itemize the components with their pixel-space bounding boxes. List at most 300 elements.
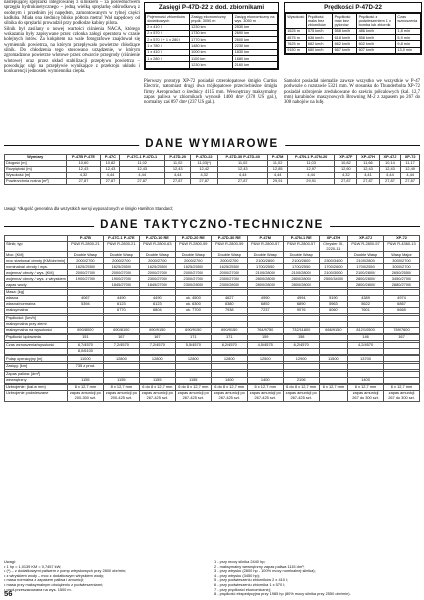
table-cell: 27,87	[357, 179, 379, 185]
table-row	[5, 179, 420, 185]
table-cell: Powierzchnia nośna [m²]	[5, 179, 67, 185]
notes-left	[4, 560, 204, 592]
table-cell: 2000/2700/	[139, 270, 175, 276]
table-cell: 12,49	[401, 167, 420, 173]
table-cell: 2 x 410 l	[146, 24, 190, 30]
table-cell: 1100 km	[189, 56, 232, 62]
table-cell: Double Wasp	[67, 252, 103, 258]
section-title: DANE TAKTYCZNO-TECHNICZNE	[94, 219, 330, 231]
tech-section-heading	[4, 220, 420, 232]
table-cell: 690/8100	[103, 327, 139, 333]
article-paragraph: nastepującej sprężarki integrowanej z silnikiem – za pośrednictwem sprzęgła hydrokinetycznego – jedną wielką sprężarkę odśrodkową z osobnym i przednim jej napędem, zamontowanym w tylnej części kadłuba. Miała ona średnicę blisko półtora metra! Wał napędowy od silnika do sprężarki prowadził przy podłodze kabiny pilota.	[4, 0, 140, 27]
table-cell: zapas amunicji 267 do 300 szt.	[348, 391, 384, 401]
table-cell: 6 x 12,7 mm	[384, 385, 420, 391]
table-cell: 9150 m	[286, 47, 307, 53]
table-cell: 6,2/4570	[283, 342, 319, 348]
table-cell: 2 x 570 l + 1 x 280 l	[146, 37, 190, 43]
table-cell: 12800	[175, 356, 211, 362]
table-cell: 1625/2550/	[103, 264, 139, 270]
table-header-cell: P-47M	[247, 236, 283, 242]
table-cell: 2880/2700/	[384, 282, 420, 288]
table-header-cell: P-47B P-47E	[66, 155, 101, 161]
table-header-cell: XP-47J	[348, 236, 384, 242]
table-cell: 4,44	[164, 173, 191, 179]
table-cell: 2300/2700/	[139, 276, 175, 282]
table-cell: 1700/2550	[283, 264, 319, 270]
table-cell: 2106	[283, 377, 319, 383]
table-cell: Double Wasp	[211, 252, 247, 258]
table-cell: Double Wasp	[348, 252, 384, 258]
table-cell: 1525 m	[286, 28, 307, 34]
table-cell: 13,0 min	[396, 47, 421, 53]
table-cell: 662 km/h	[333, 41, 357, 47]
table-cell: 167	[103, 335, 139, 341]
table-cell: 6060	[319, 308, 347, 314]
table-cell: 6 x 12,7 mm	[247, 385, 283, 391]
table-cell: Double Wasp	[175, 252, 211, 258]
table-cell: 2100/3000	[319, 270, 347, 276]
table-cell: 764/9750	[247, 327, 283, 333]
table-cell: 690/9150	[175, 327, 211, 333]
table-header-cell: P-47N-1 RE	[283, 236, 319, 242]
table-cell: 2000/2700/	[103, 270, 139, 276]
table-cell: 5963	[319, 302, 347, 308]
table-cell: 12800	[211, 356, 247, 362]
table-cell: 7938	[211, 308, 247, 314]
table-cell: 1155	[103, 377, 139, 383]
table-cell: 10,60	[66, 161, 101, 167]
table-cell: 2500/3400/	[319, 276, 347, 282]
dimensions-section-heading	[4, 139, 420, 151]
table-cell: 27,87	[101, 179, 120, 185]
table-header-cell: Wymiary	[5, 155, 67, 161]
table-cell: 2690 km	[233, 30, 278, 36]
table-cell: własna	[5, 296, 68, 302]
table-cell: 6 x 12,7 mm	[319, 385, 347, 391]
table-cell: 2300/2800/	[211, 282, 247, 288]
table-cell: P&W R-2800-21	[103, 242, 139, 252]
article-paragraph: Samolot posiadał niemalże zawsze wszystko we wszystkie w P-47 podwozie o rozstawie 5321 mm. W stosunku do Thunderbolta XP-72 posiadał uzbrojenie zredukowane do sześciu półcalowych (kal. 12,7 mm) karabinów maszynowych Browning M-2 z zapasem po 267 do 300 nabojów na lufę.	[284, 79, 420, 106]
table-cell: wojenna/ obroty / wys. [KM]	[5, 270, 68, 276]
table-cell: 171	[211, 335, 247, 341]
note-line: • z wtryskiem wody – moc z dodatkowym wtryskiem wody;	[4, 572, 105, 578]
table-header-cell: Pojemność zbiorników dodatkowych	[146, 14, 190, 25]
table-cell: 2000/2700	[211, 258, 247, 264]
table-cell: 2000/2700	[175, 258, 211, 264]
table-cell: 2800/2800/	[247, 282, 283, 288]
table-cell: 27,87	[164, 179, 191, 185]
table-cell: 2300/2700/	[175, 276, 211, 282]
table-cell	[146, 62, 190, 68]
table-cell: 682 km/h	[306, 41, 333, 47]
table-cell: P&W R-2800-57	[283, 242, 319, 252]
table-cell: 6,7/4570	[67, 342, 103, 348]
table-cell: 6890	[283, 302, 319, 308]
table-cell: zapas amunicji po 267-425 szt.	[283, 391, 319, 401]
table-cell: 3000/2700	[384, 258, 420, 264]
table-cell: 11,03	[287, 161, 335, 167]
table-cell: 8 x 12,7 mm	[103, 385, 139, 391]
table-cell: maksymalna	[5, 308, 68, 314]
table-cell: 12,43	[120, 167, 165, 173]
table-cell: 6123	[103, 302, 139, 308]
table-cell: 1900/2700/	[103, 276, 139, 282]
table-cell: Double Wasp	[139, 252, 175, 258]
table-cell: 602 km/h	[357, 41, 396, 47]
table-cell: 27,87	[191, 179, 218, 185]
table-cell: 6665	[384, 308, 420, 314]
table-header-cell: XP-47H	[319, 236, 347, 242]
table-cell: 1230 km	[189, 24, 232, 30]
table-cell: Double Wasp	[283, 252, 319, 258]
article-column-right	[284, 79, 420, 106]
table-header-cell: Zasięg ekonomiczny prędk. 3050 m	[189, 14, 232, 25]
table-header-cell: Zasięg ekonomiczny na wys. 3050 m	[233, 14, 278, 25]
table-cell: 575 km/h	[306, 28, 333, 34]
table-cell: 7,2/4570	[139, 342, 175, 348]
table-cell: P&W R-2800-57	[348, 242, 384, 252]
table-cell: 7625 m	[286, 41, 307, 47]
table-cell: 11500	[319, 356, 347, 362]
section-title: DANE WYMIAROWE	[139, 138, 285, 150]
table-cell: 6892	[247, 302, 283, 308]
article-paragraph: Pierwszy prototyp XP-72 posiadał czterołopatowe śmigło Curtiss Electric, natomiast drugi dwa trójłopatowe przeciwbieżne śmigła firmy Aeroproduct o średnicy 4115 mm. Wewnętrzny maksymalny zapas paliwa w zbiornikach wynosił 1400 dm³ (370 US gal.), normalny zaś 897 dm³ (237 US gal.).	[144, 79, 277, 106]
table-cell: Prędkości: [km/h]	[5, 315, 68, 321]
table-cell: Double Wasp	[103, 252, 139, 258]
article-column-middle	[144, 79, 277, 106]
article-column-left	[4, 0, 140, 75]
table-header-cell: P-47D-10 RE	[139, 236, 175, 242]
table-cell: 6 do 8 x 12,7 mm	[211, 385, 247, 391]
table-cell: 12,85	[268, 167, 288, 173]
table-cell: 6867	[384, 302, 420, 308]
table-cell: 4067	[67, 296, 103, 302]
table-cell: 11,02	[217, 161, 267, 167]
table-cell: P&W R-4360-13	[384, 242, 420, 252]
table-cell: zapas amunicji po 267-425 szt.	[139, 391, 175, 401]
table-cell: 1480 km	[189, 43, 232, 49]
table-cell: 618 km/h	[333, 35, 357, 41]
table-cell: 1625/2550/	[139, 264, 175, 270]
table-cell: 27,87	[120, 179, 165, 185]
table-cell: 2800/2800/	[283, 282, 319, 288]
note-line: 4 - przy wtrysku (3450 hp);	[214, 572, 261, 578]
table-header-cell: P-47D-30 P-47D-40	[217, 155, 267, 161]
table-cell: 1 x 410 l	[146, 49, 190, 55]
table-cell: 1900/2700/	[67, 276, 103, 282]
note-line: 8 - prędkość ekspedycyjna przy 1985 hp (80% mocy silnika przy 2550 obr/min).	[214, 591, 351, 597]
table-cell: 8 x 12,7 mm	[67, 385, 103, 391]
table-header-cell: XP-47H	[357, 155, 379, 161]
table-cell: 2100/2800/	[348, 270, 384, 276]
table-cell: 1230 km	[189, 62, 232, 68]
table-cell: 1845/2700/	[103, 282, 139, 288]
table-row	[5, 242, 420, 252]
table-cell: 2100/2800	[247, 258, 283, 264]
table-cell: Rozpiętość [m]	[5, 167, 67, 173]
table-cell: 2000/2700/	[175, 270, 211, 276]
table-cell: 27,87	[335, 179, 357, 185]
table-cell: Uzbrojenie: (kal.w mm)	[5, 385, 68, 391]
table-cell: 12,43	[217, 167, 267, 173]
note-line: • masa normalna z zapasem paliwa i amunicji;	[4, 577, 84, 583]
table-cell: zapas wody	[5, 282, 68, 288]
table-cell: 12800	[103, 356, 139, 362]
tech-table	[4, 235, 420, 402]
table-cell: 732/11800	[283, 327, 319, 333]
table-cell: 7237	[247, 308, 283, 314]
table-cell: 2530 km	[233, 24, 278, 30]
table-header-cell: P-47D-20 RE	[175, 236, 211, 242]
table-cell: 3450/2700/	[384, 276, 420, 282]
page-number: 56	[4, 589, 13, 598]
table-cell: Moc: [KM]	[5, 252, 68, 258]
table-cell: 167	[139, 335, 175, 341]
notes-right	[214, 560, 420, 597]
table-header-cell: P-47C-1 P-47E	[103, 236, 139, 242]
table-header-cell: P-47M	[268, 155, 288, 161]
table-cell: ok. 7700	[175, 308, 211, 314]
table-cell: 486 km/h	[357, 28, 396, 34]
table-cell: 1155	[175, 377, 211, 383]
table-cell: 690/9150	[211, 327, 247, 333]
table-header-cell: XP-72	[401, 155, 420, 161]
table-cell: 4575 m	[286, 35, 307, 41]
table-cell: 6 do 8 x 12,7 mm	[139, 385, 175, 391]
table-cell: zapas amunicji po 267-425 szt.	[175, 391, 211, 401]
table-cell: 5394	[67, 302, 103, 308]
table-header-cell: Czas wznoszenia	[396, 14, 421, 29]
table-cell: 2230 km	[233, 43, 278, 49]
table-cell: zapas amunicji po 200-300 szt.	[67, 391, 103, 401]
table-cell: 4490	[139, 296, 175, 302]
table-cell: 1770 km	[189, 37, 232, 43]
ranges-table-box	[144, 2, 279, 70]
table-cell: zapas amunicji po 267-425 szt.	[247, 391, 283, 401]
table-cell: 735 z prod.	[67, 363, 103, 369]
table-cell: 12900	[283, 356, 319, 362]
table-cell: 1700/2550	[247, 264, 283, 270]
table-cell: maksymalna przy ziemi	[5, 321, 68, 327]
table-cell: 4,44	[217, 173, 267, 179]
table-cell: Silnik; typ	[5, 242, 68, 252]
table-cell: własna/normalna	[5, 302, 68, 308]
table-cell: 11,02	[164, 161, 191, 167]
table-cell: 2800/2800/	[348, 276, 384, 282]
table-cell: 12,43	[101, 167, 120, 173]
table-cell: 5622	[348, 302, 384, 308]
table-cell: 7601	[348, 308, 384, 314]
table-cell: 6 do 8 x 12,7 mm	[175, 385, 211, 391]
table-cell: 4627	[211, 296, 247, 302]
table-cell: P&W R-2800-59	[175, 242, 211, 252]
table-cell: 4994	[283, 296, 319, 302]
table-cell: 2600 km	[233, 37, 278, 43]
table-cell: 11,02	[268, 161, 288, 167]
table-cell: 12,60	[335, 167, 357, 173]
table-cell: 2800/2800/	[348, 282, 384, 288]
table-cell: 4,32	[66, 173, 101, 179]
table-cell: 812/10500	[348, 327, 384, 333]
table-cell: moc startowa/ obroty [KM/obr/min]	[5, 258, 68, 264]
note-line: 6 - przy podwieszeniu zbiornika 1 x 570 l;	[214, 581, 286, 587]
table-header-cell: P-47B	[67, 236, 103, 242]
table-cell: 4,2/4570	[348, 342, 384, 348]
table-cell: P&W R-2800-57	[247, 242, 283, 252]
table-cell: 4,5/4575	[247, 342, 283, 348]
table-header-cell: Prędkość z podwieszeniem 1 x bomba lub zbiornik	[357, 14, 396, 29]
table-cell: 2300/2800/	[175, 282, 211, 288]
table-cell: 29,91	[268, 179, 288, 185]
table-cell: nominalna/ obroty / wys.	[5, 264, 68, 270]
note-line: 3 - przy wtrysku (2800 hp - 100% mocy nominalnej silnika);	[214, 568, 316, 574]
article-paragraph: Silnik był zasilany o nowej wartości ciśnienia NACA, którego wskazania były zapisywane przez członka załogi operatora w czasie kolejnych lotów. Za kokpitem na wale fotografowe znajdował się wymiennik powietrza, na którym przepływało powietrze chłodzące silnik. Do chłodzenia tego stosowano urządzenie, w którym zgromadzono powietrze wlotowe przez otwarcie przegrody (ciśnienie wlotowe) oraz przez układ stabilizacji przepływu powietrza – powodując ulgi na przepływie wynikające z przekroju układu i konkurencji jednostek wymiennika ciepła.	[4, 26, 140, 75]
table-cell: 4,44	[287, 173, 335, 179]
table-header-cell: XP-47F	[335, 155, 357, 161]
table-cell: 10,82	[335, 161, 357, 167]
table-cell: 558 km/h	[333, 28, 357, 34]
table-cell: 11,66	[357, 161, 379, 167]
table-cell: Masa: [kg]	[5, 290, 68, 296]
table-cell: 11,17	[401, 161, 420, 167]
note-line: 7 - przy prędkości ekonomicznej;	[214, 586, 271, 592]
table-cell: 2000/2700/	[211, 270, 247, 276]
table-cell: 680 km/h	[306, 47, 333, 53]
table-cell: ok. 4500	[175, 296, 211, 302]
table-cell: wewnętrzny	[5, 377, 68, 383]
speeds-table-box	[284, 2, 422, 55]
table-header-cell: P-47D-30 RE	[211, 236, 247, 242]
table-cell: Uzbrojenie podwieszane	[5, 391, 68, 401]
table-cell: 10,14	[379, 161, 401, 167]
table-cell: 146	[348, 335, 384, 341]
table-cell: 4,44	[268, 173, 288, 179]
note-line: • masa przy maksymalnym obciążeniu z podwieszeniami;	[4, 581, 103, 587]
table-header-cell: Prędkość maks bez zbiorników	[306, 14, 333, 29]
dimensions-footnote: Uwagi: *długość generalna dla wszystkich wersji wyposażonych w śmigło Hamilton Standard;	[4, 206, 173, 211]
table-cell: Double Wasp	[247, 252, 283, 258]
table-cell: 1 x 280 l	[146, 56, 190, 62]
ranges-table-title: Zasięgi P-47D-22 z dod. zbiornikami	[145, 3, 278, 13]
table-cell: 2800/2800/	[283, 276, 319, 282]
table-cell: 4974	[384, 296, 420, 302]
note-line: • pręd.przeszacowana na wys. 1500 m.	[4, 586, 72, 592]
speeds-table-title: Prędkości P-47D-22	[285, 3, 421, 13]
table-cell: Chrysler XI-2220-11	[319, 242, 347, 252]
note-line: • (*) – z dodatkowymi paliwem z pomp wtryskowych przy 2800 obr/min;	[4, 568, 127, 574]
table-cell: 2100/2800	[283, 258, 319, 264]
table-cell: 1700/2600	[319, 264, 347, 270]
table-cell: 4389	[348, 296, 384, 302]
table-cell: wojenna/ obroty / wys. z wtryskiem	[6, 275, 66, 281]
table-cell: 1625/2550/	[175, 264, 211, 270]
table-cell: 2100/2800/	[283, 270, 319, 276]
table-cell: 13700	[348, 356, 384, 362]
table-cell: 27,87	[379, 179, 401, 185]
table-header-cell: Prędkość max bez pylonów	[333, 14, 357, 29]
table-cell: 2100/2800	[348, 258, 384, 264]
table-cell: 1845/2700/	[139, 282, 175, 288]
table-cell: ok. 6300	[175, 302, 211, 308]
table-cell: 3000/2700	[384, 264, 420, 270]
table-cell: 4,32	[191, 173, 218, 179]
table-cell: 1625/2550/	[67, 264, 103, 270]
table-cell: zapas amunicji po 267-425 szt.	[211, 391, 247, 401]
table-cell: 6,2/4570	[211, 342, 247, 348]
table-cell: 29,91	[287, 179, 335, 185]
table-cell: 636 km/h	[306, 35, 333, 41]
table-header-cell: Wysokość	[286, 14, 307, 29]
table-cell: 2000/2700	[67, 258, 103, 264]
table-cell: P&W R-2800-59	[211, 242, 247, 252]
table-cell: 1680 km	[233, 56, 278, 62]
table-cell: 690/9150	[139, 327, 175, 333]
table-row	[5, 391, 420, 401]
table-cell: 607 km/h	[357, 47, 396, 53]
table-cell: 2000/2700	[139, 258, 175, 264]
table-cell: 27,87	[401, 179, 420, 185]
table-cell: 1700/2550	[348, 264, 384, 270]
table-cell: 2100/2800/	[247, 270, 283, 276]
ranges-table	[145, 13, 278, 69]
table-cell: 4990	[247, 296, 283, 302]
table-cell: 1400	[348, 377, 384, 383]
table-cell: 6380	[211, 302, 247, 308]
table-cell: Długość [m]	[5, 161, 67, 167]
table-cell: 1400	[247, 377, 283, 383]
table-header-row	[146, 14, 278, 25]
table-header-cell: XP-47J	[379, 155, 401, 161]
table-cell: 12500	[247, 356, 283, 362]
table-cell	[319, 391, 347, 401]
table-cell: 9076	[283, 308, 319, 314]
table-cell: 2 x 570 l	[146, 30, 190, 36]
table-cell: 2300/3400	[319, 258, 347, 264]
table-cell: 1 x 780 l	[146, 43, 190, 49]
table-cell: 12,43	[357, 167, 379, 173]
table-cell: 1730 km	[189, 30, 232, 36]
table-cell: 4,44	[101, 173, 120, 179]
table-cell: 1155	[139, 377, 175, 383]
note-line: 2 - maksymalny wewnętrzny zapas paliwa 1115 dm³;	[214, 563, 305, 569]
table-cell: 12,43	[66, 167, 101, 173]
table-cell: 667 km/h	[333, 47, 357, 53]
table-cell: 558 km/h	[357, 35, 396, 41]
table-cell: Zapas paliwa: [dm³]	[5, 371, 68, 377]
table-cell: 1,8 min	[396, 28, 421, 34]
table-cell: 4,32	[335, 173, 357, 179]
table-cell: 2000/2700	[103, 258, 139, 264]
note-line: Uwagi:	[4, 559, 16, 564]
table-cell: 8,0/6100	[67, 348, 103, 354]
table-cell: Prędkość lądowania	[5, 335, 68, 341]
table-cell: 6 do 8 x 12,7 mm	[283, 385, 319, 391]
table-header-cell: P-47N-1 P-47N-20	[287, 155, 335, 161]
table-cell: 6 x 12,7 mm	[348, 385, 384, 391]
table-cell: zapas amunicji 267 do 300 szt.	[384, 391, 420, 401]
table-cell: 5,9 min	[396, 35, 421, 41]
table-header-row	[286, 14, 421, 29]
table-cell: Czas wznoszenia/wysokość	[5, 342, 68, 348]
table-header-cell: P-47D-22	[191, 155, 218, 161]
table-cell: 12800	[139, 356, 175, 362]
table-cell: 1400	[211, 377, 247, 383]
table-cell: 2000/2700/	[67, 270, 103, 276]
table-cell: 10,82	[101, 161, 120, 167]
table-cell: 4,41	[357, 173, 379, 179]
table-header-cell: P-47D-20	[164, 155, 191, 161]
table-cell: 4,44	[120, 173, 165, 179]
